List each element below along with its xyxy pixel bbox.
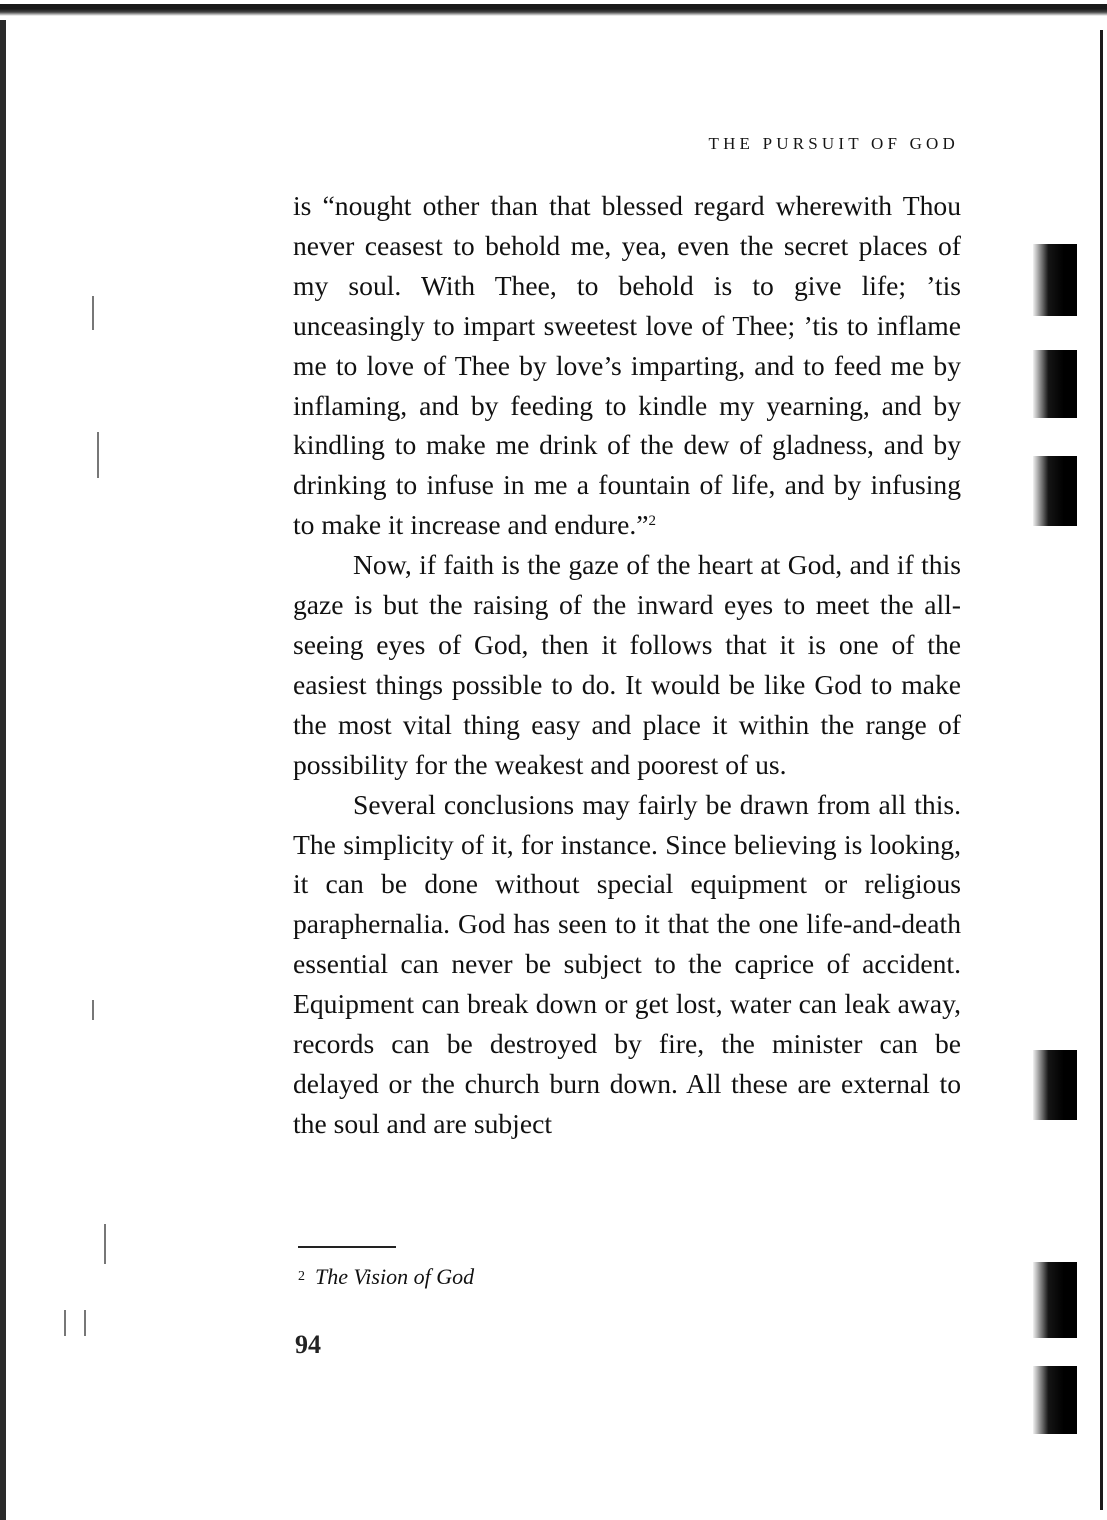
scan-left-edge	[0, 20, 6, 1520]
running-head: THE PURSUIT OF GOD	[708, 134, 959, 153]
paragraph-2	[293, 545, 961, 784]
paragraph-text: Several conclusions may fairly be drawn from all this. The simplicity of it, for instance. Since believing is looking, it can be done without special equipment or religious paraphernalia. God has seen to it that the one life-and-death essential can never be subject to the caprice of accident. Equipment can break down or get lost, water can leak away, records can be destroyed by fire, the minister can be delayed or the church burn down. All these are external to the soul and are subject	[293, 788, 961, 1139]
bleed-mark	[1033, 244, 1077, 316]
scan-speck	[97, 432, 99, 478]
scan-speck	[104, 1224, 106, 1264]
footnote-marker: 2	[298, 1269, 305, 1284]
paragraph-1	[293, 186, 961, 545]
scan-top-border	[0, 4, 1107, 16]
bleed-mark	[1033, 1050, 1077, 1120]
footnote-rule	[298, 1246, 396, 1248]
footnote-ref[interactable]: 2	[648, 513, 656, 530]
scan-speck	[84, 1310, 86, 1336]
bleed-mark	[1033, 1366, 1077, 1434]
bleed-mark	[1033, 350, 1077, 418]
scan-speck	[64, 1310, 66, 1336]
footnote-title: The Vision of God	[315, 1264, 475, 1289]
bleed-mark	[1033, 456, 1077, 526]
paragraph-text: is “nought other than that blessed regard wherewith Thou never ceasest to behold me, yea, even the secret places of my soul. With Thee, to behold is to give life; ’tis unceasingly to impart sweetest love of Thee; ’tis to inflame me to love of Thee by love’s imparting, and to feed me by inflaming, and by feeding to kindle my yearning, and by kindling to make me drink of the dew of gladness, and by drinking to infuse in me a fountain of life, and by infusing to make it increase and endure.”	[293, 190, 961, 541]
paragraph-3	[293, 785, 961, 1144]
scan-speck	[92, 1000, 94, 1020]
footnote	[298, 1264, 474, 1290]
body-text	[293, 186, 961, 1144]
scan-speck	[92, 296, 94, 330]
bleed-mark	[1033, 1262, 1077, 1338]
scan-right-edge	[1100, 30, 1103, 1510]
paragraph-text: Now, if faith is the gaze of the heart at God, and if this gaze is but the raising of the inward eyes to meet the all-seeing eyes of God, then it follows that it is one of the easiest things possible to do. It would be like God to make the most vital thing easy and place it within the range of possibility for the weakest and poorest of us.	[293, 549, 961, 780]
page-number: 94	[295, 1330, 321, 1359]
